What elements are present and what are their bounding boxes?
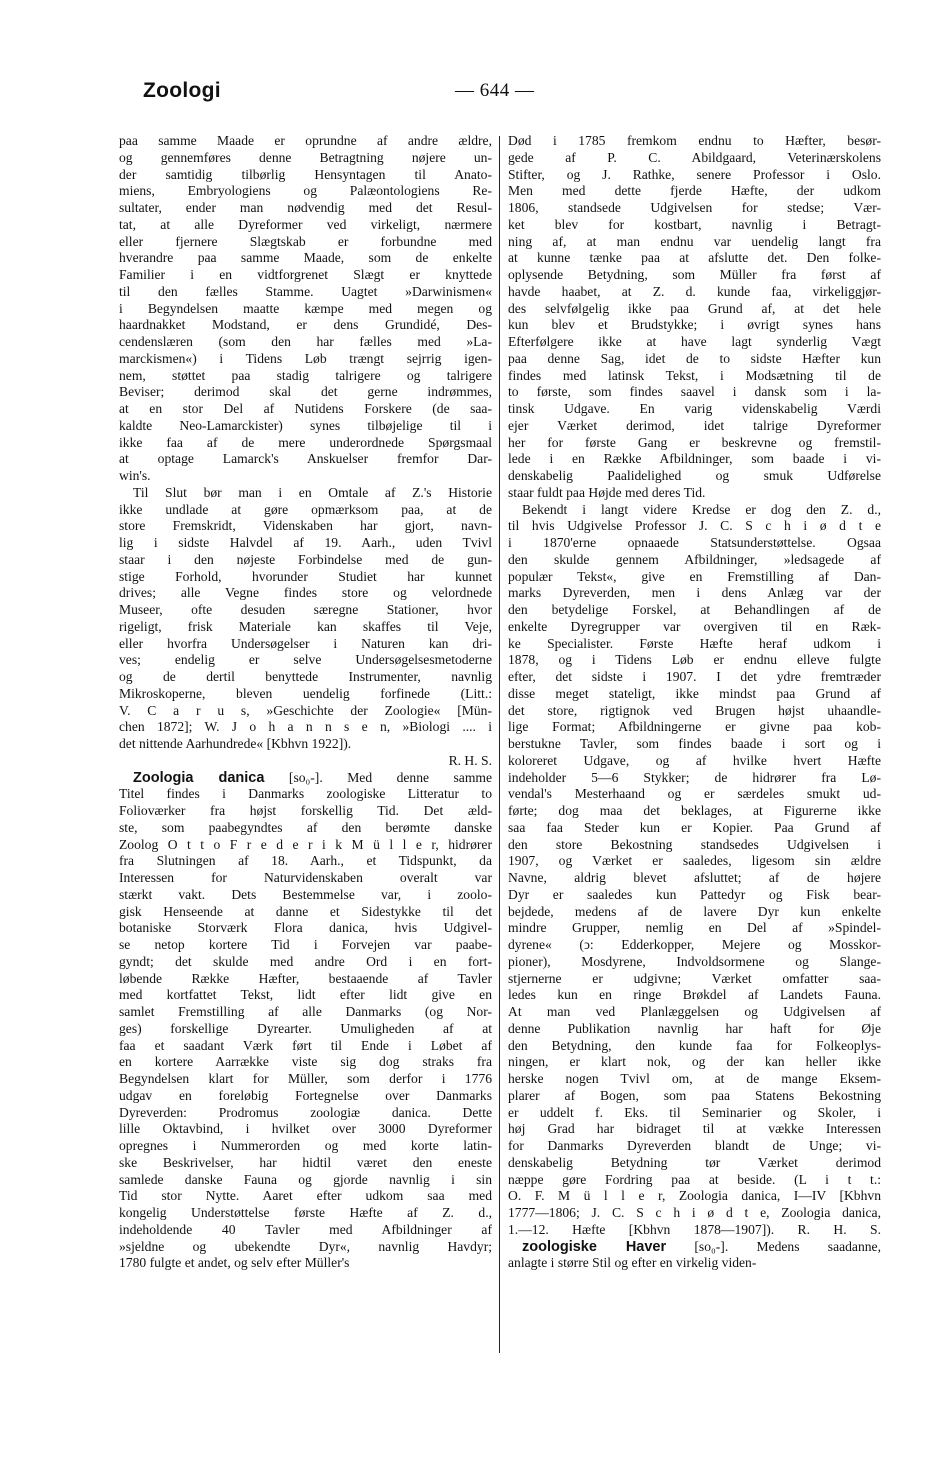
- text-line: 1878, og i Tidens Løb er endnu elleve fulgte: [508, 652, 881, 668]
- text-line: gyndt; det skulde med andre Ord i en fort-: [119, 953, 492, 969]
- text-line: og gennemføres denne Betragtning nøjere un-: [119, 149, 492, 165]
- text-line: lig i sidste Halvdel af 19. Aarh., uden Tvivl: [119, 535, 492, 550]
- text-line: marks Dyreverden, men i dens Anlæg var der: [508, 585, 881, 601]
- text-line: ske Beskrivelser, har hidtil været den eneste: [119, 1154, 492, 1170]
- text-line: det nittende Aarhundrede« [Kbhvn 1922]).: [119, 736, 352, 751]
- text-line: ke Specialister. Første Hæfte heraf udkom i: [508, 635, 881, 651]
- text-line: rigeligt, frisk Materiale kan skaffes til Veje,: [119, 618, 492, 634]
- text-line: Beviser; derimod skal det gerne indrømmes,: [119, 384, 492, 400]
- text-line: Begyndelsen klart for Müller, som derfor i 1776: [119, 1071, 492, 1086]
- text-line: dyrene« (ↄ: Edderkopper, Mejere og Mosskor-: [508, 937, 881, 952]
- text-line: er uddelt f. Eks. til Seminarier og Skoler, i: [508, 1104, 881, 1120]
- text-line: Mikroskoperne, bleven uendelig forfinede (Litt.:: [119, 685, 492, 701]
- text-line: Navne, aldrig blevet afsluttet; af de højere: [508, 870, 881, 885]
- text-line: lige Format; Afbildningerne er givne paa kob-: [508, 719, 881, 735]
- text-line: løbende Række Hæfter, bestaaende af Tavler: [119, 970, 492, 986]
- text-line: nem, støttet paa stadig talrigere og talrigere: [119, 367, 492, 383]
- text-line: koloreret Udgave, og af hvilke hvert Hæfte: [508, 752, 881, 768]
- text-line: sultater, ender man nødvendig med det Resul-: [119, 200, 492, 215]
- running-header-title: Zoologi: [143, 79, 221, 102]
- text-line: ket blev for kostbart, navnlig i Betragt-: [508, 216, 881, 232]
- text-line: ning af, at man endnu var uendelig langt fra: [508, 233, 881, 249]
- text-line: anlagte i større Stil og efter en virkelig viden-: [508, 1255, 757, 1271]
- text-line: Familier i en vidtforgrenet Slægt er knyttede: [119, 267, 492, 282]
- text-line: Død i 1785 fremkom endnu to Hæfter, besør-: [508, 133, 881, 148]
- text-line: ningen, er klart nok, og der kan heller ikke: [508, 1054, 881, 1070]
- entry-headword: zoologiske Haver: [522, 1238, 667, 1255]
- text-line: tat, at alle Dyreformer ved virkeligt, nærmere: [119, 216, 492, 232]
- text-line: 1780 fulgte et andet, og selv efter Müller's: [119, 1255, 350, 1271]
- text-line: den betydelige Forskel, at Behandlingen af de: [508, 602, 881, 617]
- text-line: lede i en Række Afbildninger, som baade i vi-: [508, 451, 881, 467]
- text-line: tinsk Udgave. En varig videnskabelig Værdi: [508, 401, 881, 416]
- text-line: R. H. S.: [448, 752, 492, 768]
- text-line: V. C a r u s, »Geschichte der Zoologie« [Mün-: [119, 702, 492, 718]
- text-line: Interessen for Naturvidenskaben overalt var: [119, 870, 492, 885]
- text-line: ikke faa af de mere underordnede Spørgsmaal: [119, 434, 492, 450]
- text-line: saa faa Steder kun er Kopier. Paa Grund af: [508, 819, 881, 835]
- text-line: stærkt vakt. Dets Bestemmelse var, i zoolo-: [119, 886, 492, 902]
- text-line: enkelte Dyregrupper var overgiven til en Ræk-: [508, 618, 881, 634]
- text-line: vendal's Mesterhaand og er særdeles smukt ud-: [508, 786, 881, 802]
- text-line: indeholdende 40 Tavler med Afbildninger af: [119, 1221, 492, 1237]
- text-line: med kortfattet Tekst, lidt efter lidt give en: [119, 987, 492, 1003]
- text-line: Bekendt i langt videre Kredse er dog den Z. d.,: [522, 501, 881, 517]
- text-line: stige Forhold, hvorunder Studiet har kunnet: [119, 568, 492, 584]
- text-line: paa samme Maade er oprundne af andre ældre,: [119, 133, 492, 148]
- text-line: kaldte Neo-Lamarckister) synes tilbøjelige til i: [119, 417, 492, 433]
- text-line: eller fjernere Slægtskab er forbundne med: [119, 233, 492, 249]
- text-line: ste, som paabegyndtes af den berømte danske: [119, 819, 492, 835]
- text-line: 1907, og Værket er saaledes, ligesom sin ældre: [508, 853, 881, 869]
- text-line: en kortere Aarrække viste sig dog straks fra: [119, 1054, 492, 1070]
- text-line: ejer Værket derimod, idet talrige Dyreformer: [508, 417, 881, 433]
- text-line: O. F. M ü l l e r, Zoologia danica, I—IV [Kbhvn: [508, 1188, 881, 1204]
- text-line: haardnakket Modstand, er dens Grundidé, Des-: [119, 317, 492, 333]
- text-line: at kunne tænke paa at afslutte det. Den folke-: [508, 250, 881, 266]
- text-line: havde haabet, at Z. d. kunde faa, virkeliggjør-: [508, 283, 881, 299]
- text-line: mindre Grupper, nemlig en Del af »Spindel-: [508, 920, 881, 936]
- text-line: faa et saadant Værk ført til Ende i Løbet af: [119, 1037, 492, 1053]
- text-line: 1806, standsede Udgivelsen for stedse; Vær-: [508, 200, 881, 215]
- text-line: den Betydning, den kunde faa for Folkeoplys-: [508, 1037, 881, 1053]
- text-line: 1777—1806; J. C. S c h i ø d t e, Zoologia danica,: [508, 1205, 881, 1220]
- text-line: kun blev et Brudstykke; i øvrigt synes hans: [508, 317, 881, 333]
- text-line: gisk Henseende at danne et Sidestykke til det: [119, 903, 492, 919]
- text-line: lille Oktavbind, i hvilket over 3000 Dyreformer: [119, 1121, 492, 1137]
- text-line: Tid stor Nytte. Aaret efter udkom saa med: [119, 1188, 492, 1204]
- text-line: hverandre paa samme Maade, som de enkelte: [119, 250, 492, 266]
- text-column-right: [508, 133, 881, 1272]
- page-number: — 644 —: [455, 80, 535, 101]
- text-line: efter, det sidste i 1907. I det ydre fremtræder: [508, 669, 881, 684]
- text-line: høj Grad har bidraget til at vække Interessen: [508, 1121, 881, 1137]
- text-line: stjernerne er udgivne; Værket omfatter saa-: [508, 970, 881, 986]
- text-line: i 1870'erne opnaaede Statsunderstøttelse. Ogsaa: [508, 535, 881, 550]
- text-line: botaniske Storværk Flora danica, hvis Udgivel-: [119, 920, 492, 936]
- column-divider: [499, 136, 500, 1353]
- text-line: samlet Fremstilling af alle Danmarks (og Nor-: [119, 1004, 492, 1019]
- text-line: paa denne Sag, idet de to sidste Hæfter kun: [508, 350, 881, 366]
- text-line: populær Tekst«, give en Fremstilling af Dan-: [508, 568, 881, 584]
- text-line: berstukne Tavler, som findes baade i sort og i: [508, 736, 881, 751]
- text-line: denskabelig Paalidelighed og smuk Udførelse: [508, 468, 881, 483]
- text-line: Efterfølgere ikke at have lagt synderlig Vægt: [508, 334, 881, 349]
- text-line: Dyr er saaledes kun Pattedyr og Fisk bear-: [508, 886, 881, 902]
- text-line: Dyreverden: Prodromus zoologiæ danica. Dette: [119, 1104, 492, 1120]
- text-line: førte; dog maa det beklages, at Figurerne ikke: [508, 803, 881, 818]
- text-line: der samtidig tilbørlig Hensyntagen til Anato-: [119, 166, 492, 182]
- text-line: ikke undlade at gøre opmærksom paa, at de: [119, 501, 492, 517]
- text-line: den store Bekostning standsedes Udgivelsen i: [508, 836, 881, 852]
- text-line: den skulde gennem Afbildninger, »ledsagede af: [508, 551, 881, 567]
- text-line: des selvfølgelig ikke paa Grund af, at det hele: [508, 300, 881, 316]
- text-line: oplysende Betydning, som Müller fra først af: [508, 267, 881, 282]
- text-line: Zoologia danica [so₀-]. Med denne samme: [133, 769, 493, 786]
- text-line: fra Slutningen af 18. Aarh., et Tidspunkt, da: [119, 853, 492, 869]
- text-line: ves; endelig er selve Undersøgelsesmetoderne: [119, 652, 492, 668]
- text-line: win's.: [119, 468, 151, 483]
- text-line: chen 1872]; W. J o h a n n s e n, »Biologi .... i: [119, 719, 492, 735]
- text-line: miens, Embryologiens og Palæontologiens Re-: [119, 183, 492, 199]
- text-line: næppe gøre Fordring paa at beside. (L i t t.:: [508, 1171, 881, 1187]
- text-line: denskabelig Betydning tør Værket derimod: [508, 1154, 881, 1170]
- text-line: i Begyndelsen maatte kæmpe med megen og: [119, 300, 492, 316]
- text-line: Zoolog O t t o F r e d e r i k M ü l l e r, hidrører: [119, 836, 492, 852]
- text-line: opregnes i Nummerorden og med korte latin-: [119, 1138, 492, 1153]
- text-line: udgav en foreløbig Fortegnelse over Danmarks: [119, 1087, 492, 1103]
- text-line: pioner), Mosdyrene, Indvoldsormene og Slange-: [508, 953, 881, 969]
- text-line: findes med latinsk Tekst, i Modsætning til de: [508, 367, 881, 383]
- text-line: marckismen«) i Tidens Løb trængt sejrrig igen-: [119, 350, 492, 366]
- text-line: Museer, ofte desuden særegne Stationer, hvor: [119, 602, 492, 617]
- text-line: det store, rigtignok ved Brugen højst uhaandle-: [508, 702, 881, 718]
- text-line: gede af P. C. Abildgaard, Veterinærskolens: [508, 149, 881, 165]
- text-line: her for første Gang er beskrevne og fremstil-: [508, 434, 881, 450]
- text-line: at optage Lamarck's Anskuelser fremfor Dar-: [119, 451, 492, 467]
- text-line: 1.—12. Hæfte [Kbhvn 1878—1907]). R. H. S.: [508, 1221, 881, 1237]
- text-line: »sjeldne og ubekendte Dyr«, navnlig Havdyr;: [119, 1238, 492, 1254]
- text-line: ledes kun en ringe Brøkdel af Landets Fauna.: [508, 987, 881, 1003]
- text-line: disse meget stateligt, ikke mindst paa Grund af: [508, 685, 881, 701]
- text-line: At man ved Planlæggelsen og Udgivelsen af: [508, 1004, 881, 1019]
- text-line: denne Publikation navnlig har haft for Øje: [508, 1020, 881, 1036]
- entry-headword: Zoologia danica: [133, 769, 265, 786]
- text-line: drives; alle Vegne findes store og velordnede: [119, 585, 492, 601]
- text-line: staar i den nøjeste Forbindelse med de gun-: [119, 551, 492, 567]
- text-line: indeholder 5—6 Stykker; de hidrører fra Lø-: [508, 769, 881, 785]
- text-line: ges) forskellige Dyrearter. Umuligheden af at: [119, 1020, 492, 1036]
- text-line: zoologiske Haver [so₀-]. Medens saadanne,: [522, 1238, 881, 1255]
- text-line: Stifter, og J. Rathke, senere Professor i Oslo.: [508, 166, 881, 182]
- text-line: se netop kortere Tid i Forvejen var paabe-: [119, 937, 492, 952]
- text-column-left: [119, 133, 492, 1272]
- text-line: cendenslæren (som den har fælles med »La-: [119, 334, 492, 349]
- text-line: staar fuldt paa Højde med deres Tid.: [508, 484, 706, 500]
- text-line: kongelig Understøttelse første Hæfte af Z. d.,: [119, 1205, 492, 1220]
- text-line: to første, som findes saavel i dansk som i la-: [508, 384, 881, 400]
- text-line: plarer af Bogen, som paa Statens Bekostning: [508, 1087, 881, 1103]
- text-line: til den fælles Stamme. Uagtet »Darwinismen«: [119, 283, 492, 299]
- text-line: Folioværker fra højst forskellig Tid. Det æld-: [119, 803, 492, 818]
- text-line: bejdede, medens af de lavere Dyr kun enkelte: [508, 903, 881, 919]
- text-line: for Danmarks Dyreverden blandt de Unge; vi-: [508, 1138, 881, 1153]
- text-line: samlede danske Fauna og gjorde navnlig i sin: [119, 1171, 492, 1187]
- text-line: til hvis Udgivelse Professor J. C. S c h i ø d t e: [508, 518, 881, 534]
- text-line: Til Slut bør man i en Omtale af Z.'s Historie: [133, 484, 492, 500]
- text-line: Men med dette fjerde Hæfte, der udkom: [508, 183, 881, 199]
- text-line: store Fremskridt, Videnskaben har gjort, navn-: [119, 518, 492, 534]
- text-line: Titel findes i Danmarks zoologiske Litteratur to: [119, 786, 492, 802]
- text-line: herske nogen Tvivl om, at de mange Eksem-: [508, 1071, 881, 1086]
- text-line: eller hvorfra Undersøgelser i Naturen kan dri-: [119, 635, 492, 651]
- text-line: og de dertil benyttede Instrumenter, navnlig: [119, 669, 492, 684]
- text-line: at en stor Del af Nutidens Forskere (de saa-: [119, 401, 492, 416]
